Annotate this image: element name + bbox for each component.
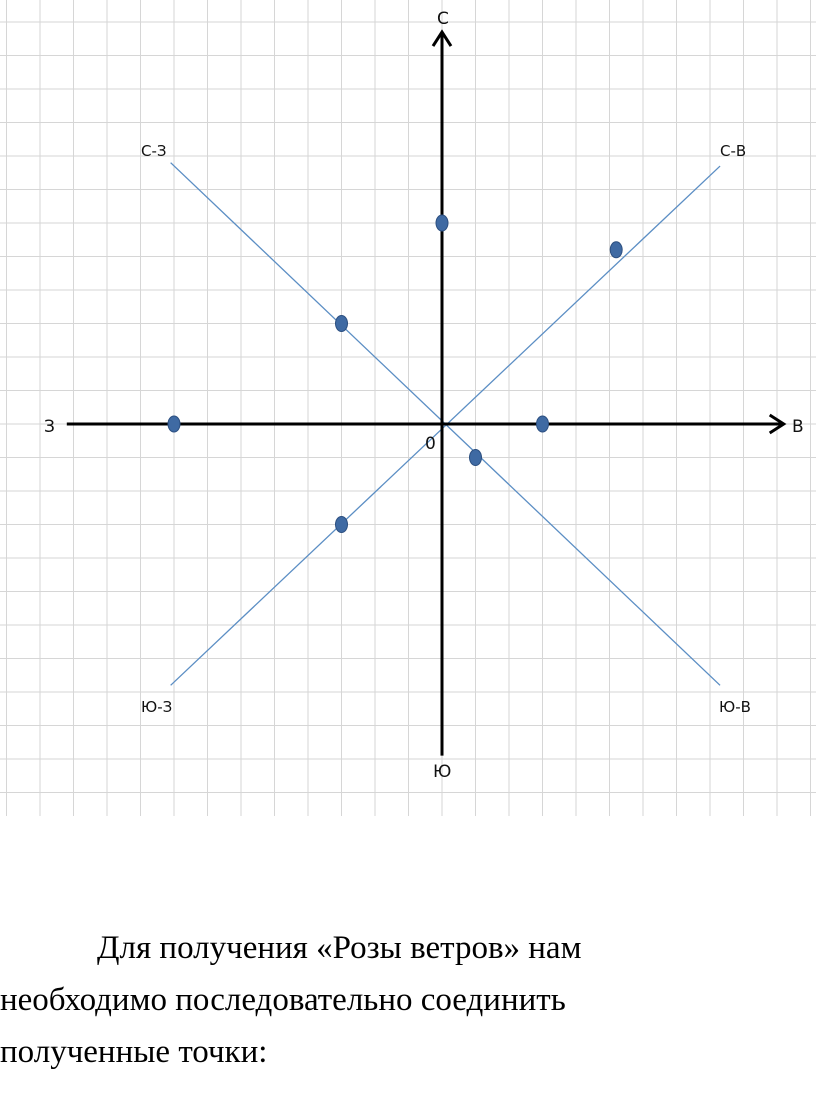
caption-line-3: полученные точки: bbox=[0, 1034, 268, 1070]
label-northeast: С-В bbox=[720, 142, 747, 160]
label-east: В bbox=[792, 417, 804, 437]
data-point bbox=[610, 242, 622, 258]
label-southwest: Ю-З bbox=[141, 698, 173, 716]
label-north: С bbox=[437, 9, 449, 29]
label-south: Ю bbox=[433, 762, 452, 782]
caption-line-2: необходимо последовательно соединить bbox=[0, 982, 566, 1018]
data-point bbox=[336, 316, 348, 332]
label-origin: 0 bbox=[425, 434, 436, 454]
label-northwest: С-З bbox=[141, 142, 167, 160]
label-west: З bbox=[44, 417, 55, 437]
data-point bbox=[436, 215, 448, 231]
data-point bbox=[537, 416, 549, 432]
caption bbox=[0, 922, 816, 1078]
data-points bbox=[168, 215, 622, 533]
data-point bbox=[336, 517, 348, 533]
caption-line-1: Для получения «Розы ветров» нам bbox=[97, 930, 582, 966]
data-point bbox=[168, 416, 180, 432]
label-southeast: Ю-В bbox=[719, 698, 751, 716]
data-point bbox=[470, 450, 482, 466]
